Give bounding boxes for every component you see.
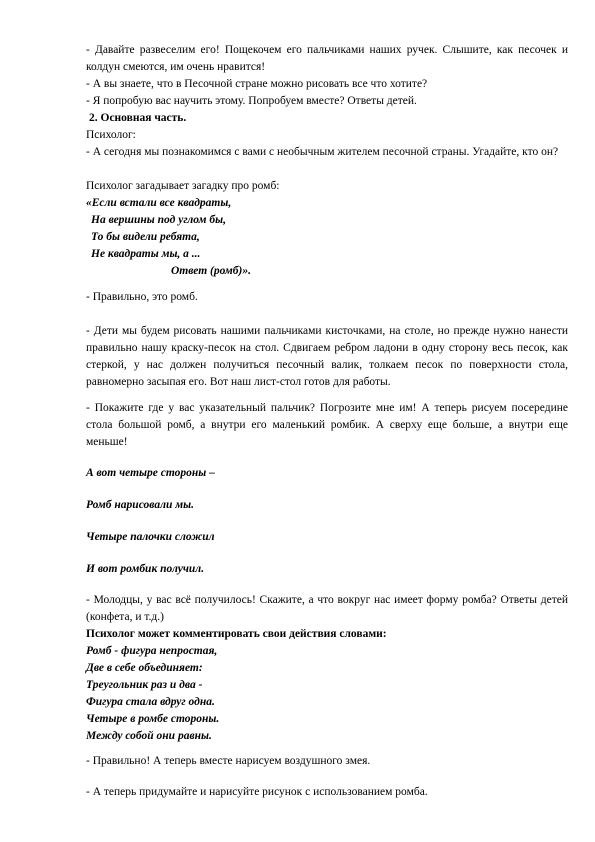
riddle-answer: Ответ (ромб)». xyxy=(171,265,251,277)
verse-line: Фигура стала вдруг одна. xyxy=(86,696,215,708)
speaker-label: Психолог: xyxy=(86,129,136,141)
verse-line: Треугольник раз и два - xyxy=(86,679,203,691)
paragraph-draw-rhombus: - Покажите где у вас указательный пальчик? Погрозите мне им! А теперь рисуем посередине стола большой ромб, а внутри его маленький ромбик. А сверху еще больше, а внутри еще меньше! xyxy=(86,402,568,448)
riddle-line: То бы видели ребята, xyxy=(91,231,200,243)
riddle-verse xyxy=(86,195,568,280)
paragraph-psychologist-comment: Психолог может комментировать свои действия словами: xyxy=(86,628,387,640)
riddle-intro: Психолог загадывает загадку про ромб: xyxy=(86,180,280,192)
paragraph-sand-prep: - Дети мы будем рисовать нашими пальчиками кисточками, на столе, но прежде нужно нанести правильно нашу краску-песок на стол. Сдвигаем ребром ладони в одну сторону весь песок, как стеркой, у нас должен получиться песочный валик, толкаем песок по поверхности стола, равномерно засыпая его. Вот наш лист-стол готов для работы. xyxy=(86,325,568,388)
paragraph-sand-country: - А вы знаете, что в Песочной стране можно рисовать все что хотите? xyxy=(86,78,428,90)
paragraph-well-done: - Молодцы, у вас всё получилось! Скажите, а что вокруг нас имеет форму ромба? Ответы детей (конфета, и т.д.) xyxy=(86,594,568,623)
paragraph-guess: - А сегодня мы познакомимся с вами с необычным жителем песочной страны. Угадайте, кто он? xyxy=(86,146,559,158)
paragraph-try-together: - Я попробую вас научить этому. Попробуем вместе? Ответы детей. xyxy=(86,95,417,107)
section-heading: 2. Основная часть. xyxy=(89,112,187,124)
paragraph-correct-rhombus: - Правильно, это ромб. xyxy=(86,291,198,303)
paragraph-tickle: - Давайте развеселим его! Пощекочем его пальчиками наших ручек. Слышите, как песочек и колдун смеются, им очень нравится! xyxy=(86,44,568,73)
verse-line: Ромб - фигура непростая, xyxy=(86,645,218,657)
riddle-line: Не квадраты мы, а ... xyxy=(91,248,201,260)
riddle-line: «Если встали все квадраты, xyxy=(86,197,232,209)
rhombus-verse xyxy=(86,643,568,745)
verse-line: Четыре в ромбе стороны. xyxy=(86,713,220,725)
verse-line: А вот четыре стороны – xyxy=(86,467,215,479)
paragraph-invent-drawing: - А теперь придумайте и нарисуйте рисунок с использованием ромба. xyxy=(86,786,428,798)
riddle-line: На вершины под углом бы, xyxy=(91,214,226,226)
paragraph-kite: - Правильно! А теперь вместе нарисуем воздушного змея. xyxy=(86,755,371,767)
verse-line: Две в себе объединяет: xyxy=(86,662,203,674)
verse-line: Между собой они равны. xyxy=(86,730,212,742)
verse-line: Четыре палочки сложил xyxy=(86,531,215,543)
verse-line: Ромб нарисовали мы. xyxy=(86,499,194,511)
verse-line: И вот ромбик получил. xyxy=(86,563,205,575)
